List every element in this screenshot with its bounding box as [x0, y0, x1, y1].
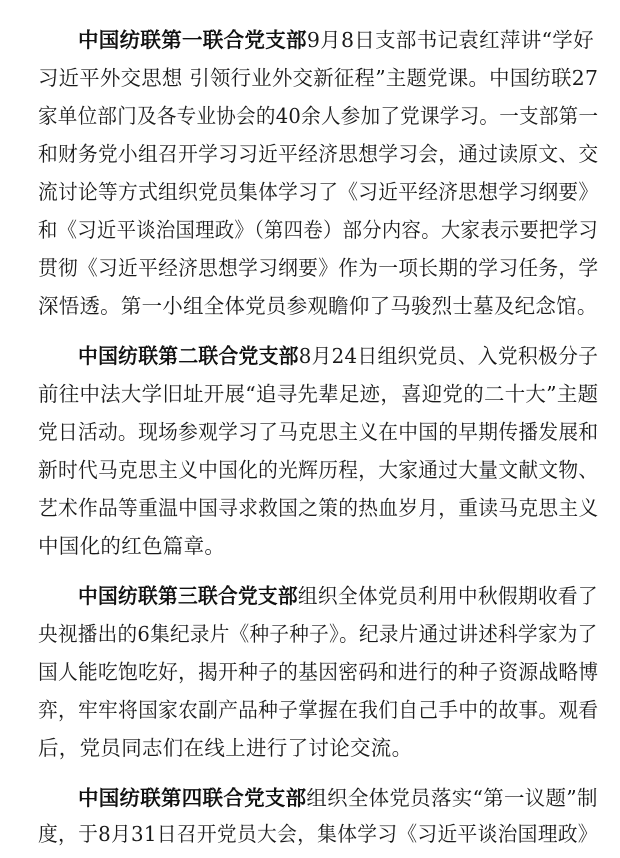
branch-name: 中国纺联第三联合党支部	[78, 584, 298, 608]
paragraph-line: 和财务党小组召开学习习近平经济思想学习会，通过读原文、交	[38, 142, 599, 166]
paragraph-line: 党日活动。现场参观学习了马克思主义在中国的早期传播发展和	[38, 420, 599, 444]
paragraph-line	[78, 21, 594, 59]
paragraph-line	[78, 577, 598, 615]
paragraph-line: 习近平外交思想 引领行业外交新征程”主题党课。中国纺联27	[38, 66, 599, 90]
paragraph-line: 央视播出的6集纪录片《种子种子》。纪录片通过讲述科学家为了	[38, 622, 598, 646]
paragraph-text: 8月24日组织党员、入党积极分子	[298, 344, 599, 368]
paragraph-line: 国人能吃饱吃好，揭开种子的基因密码和进行的种子资源战略博	[38, 660, 599, 684]
paragraph-line: 深悟透。第一小组全体党员参观瞻仰了马骏烈士墓及纪念馆。	[38, 294, 598, 318]
paragraph-line: 中国化的红色篇章。	[38, 534, 226, 558]
paragraph-line: 弈，牢牢将国家农副产品种子掌握在我们自己手中的故事。观看	[38, 698, 599, 722]
paragraph-line: 艺术作品等重温中国寻求救国之策的热血岁月，重读马克思主义	[38, 496, 599, 520]
paragraph-line: 流讨论等方式组织党员集体学习了《习近平经济思想学习纲要》	[38, 180, 599, 204]
paragraph-line	[78, 779, 598, 817]
paragraph-text: 9月8日支部书记袁红萍讲“学好	[306, 28, 594, 52]
paragraph-line: 度，于8月31日召开党员大会，集体学习《习近平谈治国理政》	[38, 822, 598, 846]
paragraph-text: 组织全体党员利用中秋假期收看了	[297, 584, 598, 608]
paragraph-line: 后，党员同志们在线上进行了讨论交流。	[38, 736, 413, 760]
paragraph-line: 前往中法大学旧址开展“追寻先辈足迹，喜迎党的二十大”主题	[38, 382, 599, 406]
paragraph-text: 组织全体党员落实“第一议题”制	[306, 786, 598, 810]
branch-name: 中国纺联第四联合党支部	[78, 786, 307, 810]
paragraph-line	[78, 337, 598, 375]
paragraph-line: 新时代马克思主义中国化的光辉历程，大家通过大量文献文物、	[38, 458, 599, 482]
branch-name: 中国纺联第一联合党支部	[78, 28, 307, 52]
paragraph-line: 和《习近平谈治国理政》（第四卷）部分内容。大家表示要把学习	[38, 218, 598, 242]
paragraph-line: 贯彻《习近平经济思想学习纲要》作为一项长期的学习任务，学	[38, 256, 599, 280]
branch-name: 中国纺联第二联合党支部	[78, 344, 299, 368]
paragraph-line: 家单位部门及各专业协会的40余人参加了党课学习。一支部第一	[38, 104, 599, 128]
